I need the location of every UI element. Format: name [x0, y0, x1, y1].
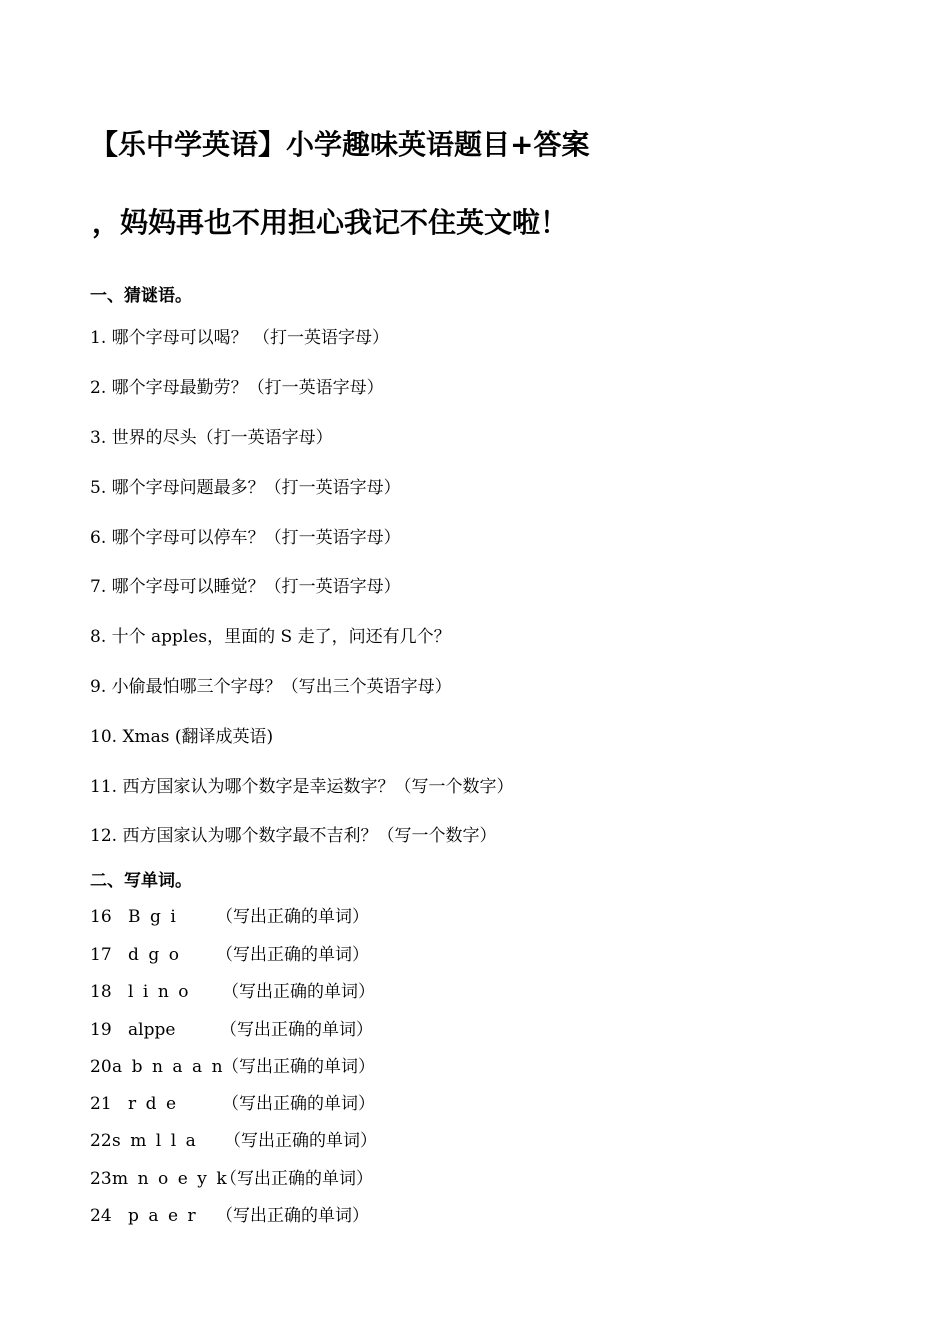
- riddle-question: 5. 哪个字母问题最多？（打一英语字母）: [90, 478, 401, 498]
- word-item-number: 22: [90, 1131, 112, 1151]
- riddle-question: 1. 哪个字母可以喝？ （打一英语字母）: [90, 328, 390, 348]
- word-item-hint: （写出正确的单词）: [216, 1206, 369, 1226]
- word-item-hint: （写出正确的单词）: [216, 945, 369, 965]
- section-heading-words: 二、写单词。: [90, 871, 192, 891]
- riddle-question: 11. 西方国家认为哪个数字是幸运数字？（写一个数字）: [90, 777, 514, 797]
- word-item-number: 19: [90, 1020, 112, 1040]
- word-item-hint: （写出正确的单词）: [222, 1057, 375, 1077]
- document-title-line-2: ，妈妈再也不用担心我记不住英文啦！: [92, 206, 569, 239]
- riddle-question: 6. 哪个字母可以停车？（打一英语字母）: [90, 528, 401, 548]
- word-item-letters: s m l l a: [112, 1131, 198, 1151]
- word-item-number: 20: [90, 1057, 112, 1077]
- riddle-question: 9. 小偷最怕哪三个字母？（写出三个英语字母）: [90, 677, 452, 697]
- riddle-question: 12. 西方国家认为哪个数字最不吉利？（写一个数字）: [90, 826, 497, 846]
- word-item-hint: （写出正确的单词）: [216, 907, 369, 927]
- riddle-question: 2. 哪个字母最勤劳？（打一英语字母）: [90, 378, 384, 398]
- word-item-number: 23: [90, 1169, 112, 1189]
- word-item-hint: （写出正确的单词）: [220, 1169, 373, 1189]
- word-item-number: 24: [90, 1206, 112, 1226]
- word-item-number: 16: [90, 907, 112, 927]
- word-item-hint: （写出正确的单词）: [224, 1131, 377, 1151]
- document-title-line-1: 【乐中学英语】小学趣味英语题目+答案: [90, 128, 590, 161]
- riddle-question: 7. 哪个字母可以睡觉？（打一英语字母）: [90, 577, 401, 597]
- word-item-letters: alppe: [128, 1020, 176, 1040]
- riddle-question: 3. 世界的尽头（打一英语字母）: [90, 428, 333, 448]
- word-item-hint: （写出正确的单词）: [220, 1020, 373, 1040]
- word-item-letters: d g o: [128, 945, 182, 965]
- word-item-number: 17: [90, 945, 112, 965]
- word-item-letters: a b n a a n: [112, 1057, 225, 1077]
- riddle-question: 8. 十个 apples，里面的 S 走了，问还有几个？: [90, 627, 451, 647]
- word-item-letters: r d e: [128, 1094, 179, 1114]
- word-item-letters: B g i: [128, 907, 178, 927]
- word-item-letters: m n o e y k: [112, 1169, 229, 1189]
- word-item-letters: p a e r: [128, 1206, 198, 1226]
- section-heading-riddles: 一、猜谜语。: [90, 286, 192, 306]
- word-item-number: 18: [90, 982, 112, 1002]
- riddle-question: 10. Xmas (翻译成英语): [90, 727, 274, 747]
- word-item-hint: （写出正确的单词）: [222, 982, 375, 1002]
- word-item-hint: （写出正确的单词）: [222, 1094, 375, 1114]
- word-item-number: 21: [90, 1094, 112, 1114]
- word-item-letters: l i n o: [128, 982, 191, 1002]
